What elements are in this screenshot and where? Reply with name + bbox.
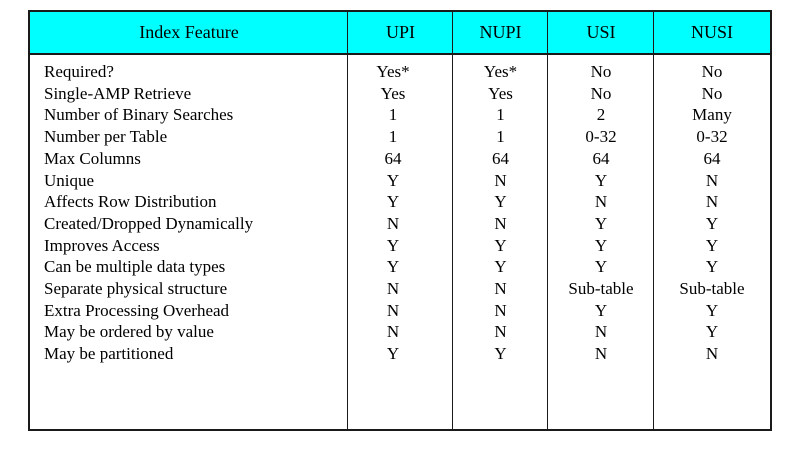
header-index-feature: Index Feature	[139, 22, 239, 42]
cell-nusi: No	[701, 62, 723, 81]
cell-nupi: 1	[496, 127, 505, 147]
table-row	[30, 343, 770, 365]
cell-upi: Yes*	[376, 62, 410, 81]
cell-nusi: Y	[705, 213, 719, 233]
cell-upi: Y	[386, 170, 400, 190]
cell-upi: N	[386, 322, 400, 342]
cell-upi: 1	[388, 127, 398, 147]
cell-nusi: 0-32	[696, 127, 728, 147]
cell-upi: N	[386, 213, 400, 233]
cell-upi: Yes	[380, 83, 406, 103]
table-row	[30, 61, 770, 83]
cell-feature: Single-AMP Retrieve	[44, 83, 192, 103]
cell-feature: Separate physical structure	[44, 279, 228, 298]
header-nupi: NUPI	[479, 22, 522, 42]
cell-nupi: Y	[494, 344, 507, 364]
table-row	[30, 126, 770, 148]
table-header-row	[30, 12, 770, 55]
cell-nusi: Many	[692, 105, 732, 125]
cell-feature: Extra Processing Overhead	[44, 300, 230, 320]
cell-usi: No	[590, 83, 612, 103]
cell-nupi: N	[494, 170, 507, 190]
cell-nupi: 64	[492, 148, 509, 168]
cell-usi: Y	[594, 170, 608, 190]
cell-nusi: No	[701, 83, 723, 103]
cell-usi: Y	[594, 257, 608, 277]
cell-feature: Number of Binary Searches	[44, 105, 234, 125]
cell-nusi: Sub-table	[679, 279, 745, 298]
table-row	[30, 104, 770, 126]
cell-upi: Y	[386, 235, 400, 255]
cell-nupi: Yes*	[483, 62, 518, 81]
cell-upi: N	[386, 279, 400, 298]
table-row	[30, 213, 770, 235]
cell-feature: Max Columns	[44, 148, 141, 168]
index-feature-table	[28, 10, 772, 431]
cell-usi: Sub-table	[568, 279, 634, 298]
table-row	[30, 321, 770, 343]
cell-usi: Y	[594, 235, 608, 255]
cell-feature: Can be multiple data types	[44, 257, 226, 277]
cell-nusi: Y	[705, 300, 719, 320]
cell-nusi: N	[705, 344, 719, 364]
cell-usi: 64	[592, 148, 610, 168]
cell-feature: Created/Dropped Dynamically	[44, 213, 254, 233]
table-row	[30, 148, 770, 170]
cell-nupi: Y	[494, 235, 507, 255]
cell-usi: N	[594, 344, 608, 364]
header-upi: UPI	[385, 22, 415, 42]
cell-usi: 0-32	[585, 127, 617, 147]
cell-feature: Number per Table	[44, 127, 168, 147]
table-row	[30, 235, 770, 257]
table-body	[30, 55, 770, 429]
table-row	[30, 300, 770, 322]
cell-nupi: Y	[494, 257, 507, 277]
cell-feature: Required?	[44, 62, 114, 81]
cell-nusi: Y	[705, 235, 719, 255]
cell-upi: Y	[386, 344, 400, 364]
cell-nupi: 1	[496, 105, 505, 125]
table-row	[30, 170, 770, 192]
cell-upi: Y	[386, 192, 400, 212]
table-row	[30, 83, 770, 105]
table-row	[30, 191, 770, 213]
cell-nupi: Y	[494, 192, 507, 212]
cell-nupi: Yes	[488, 83, 513, 103]
cell-upi: 64	[384, 148, 402, 168]
cell-feature: May be partitioned	[44, 344, 174, 364]
cell-nusi: 64	[703, 148, 721, 168]
cell-feature: Improves Access	[44, 235, 160, 255]
cell-feature: May be ordered by value	[44, 322, 214, 342]
cell-nupi: N	[494, 300, 507, 320]
cell-upi: 1	[388, 105, 398, 125]
table-row	[30, 256, 770, 278]
cell-nusi: Y	[705, 257, 719, 277]
cell-usi: N	[594, 322, 608, 342]
cell-usi: No	[590, 62, 612, 81]
cell-nusi: Y	[705, 322, 719, 342]
cell-usi: Y	[594, 300, 608, 320]
cell-nupi: N	[494, 322, 507, 342]
header-nusi: NUSI	[690, 22, 733, 42]
cell-feature: Unique	[44, 170, 95, 190]
cell-usi: N	[594, 192, 608, 212]
cell-upi: N	[386, 300, 400, 320]
cell-nupi: N	[494, 213, 507, 233]
cell-nusi: N	[705, 192, 719, 212]
cell-nusi: N	[705, 170, 719, 190]
cell-usi: 2	[596, 105, 606, 125]
cell-feature: Affects Row Distribution	[44, 192, 217, 212]
table-row	[30, 278, 770, 300]
header-usi: USI	[586, 22, 616, 42]
cell-nupi: N	[494, 279, 507, 298]
cell-usi: Y	[594, 213, 608, 233]
cell-upi: Y	[386, 257, 400, 277]
